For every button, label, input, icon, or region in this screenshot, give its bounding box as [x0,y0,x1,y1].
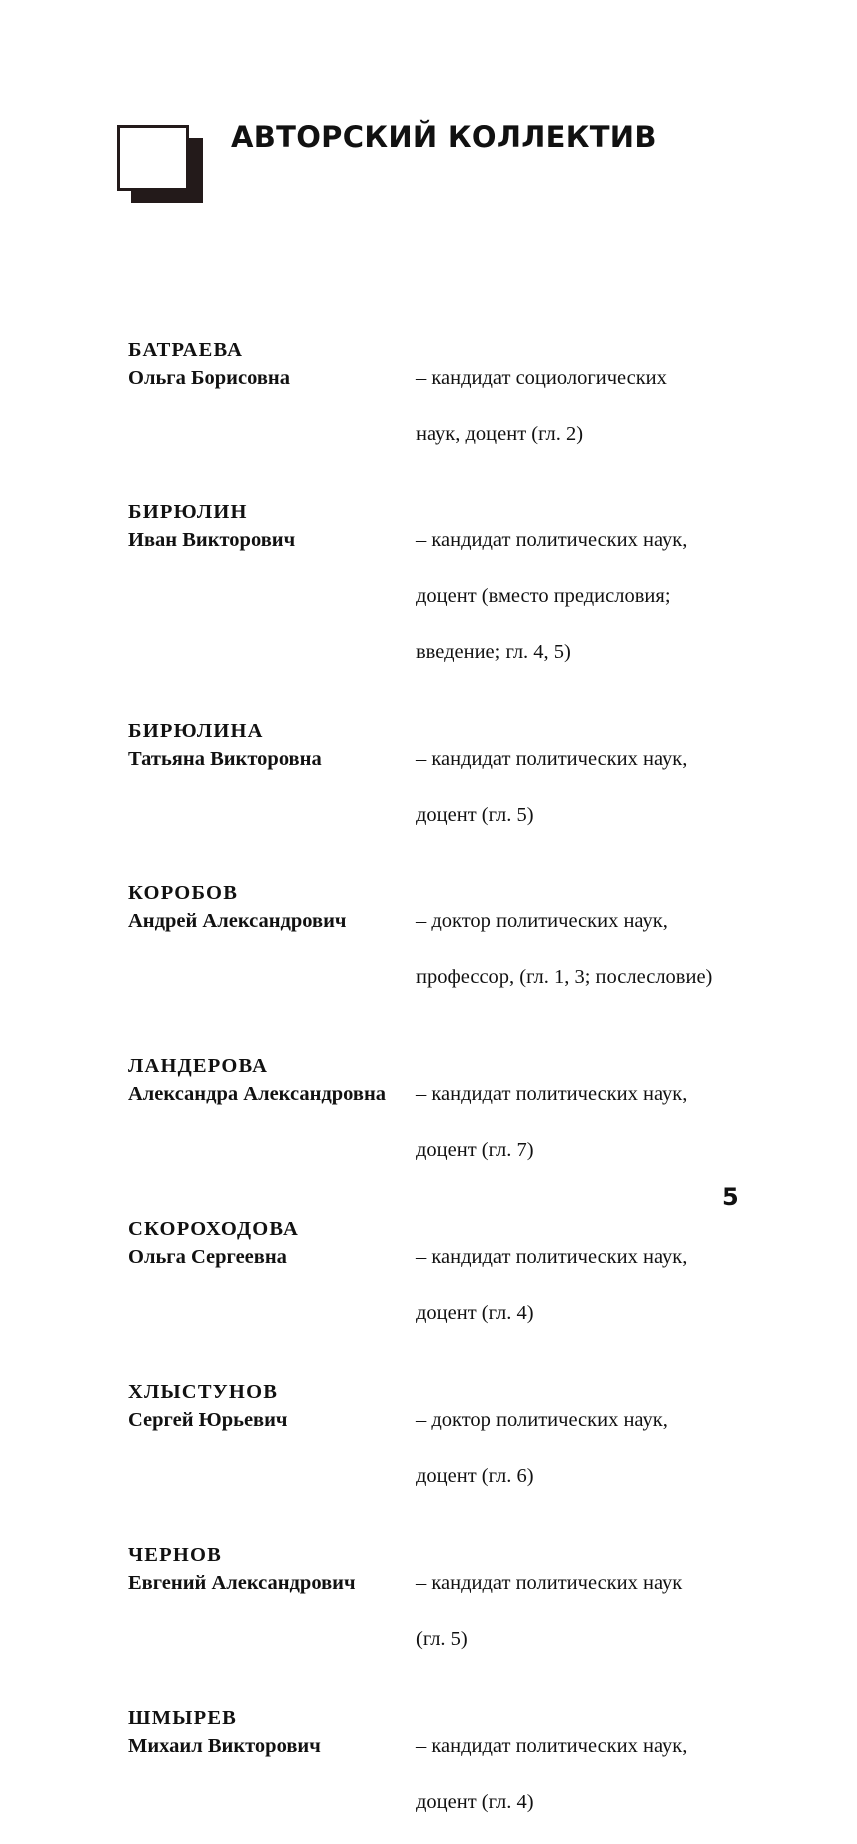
author-role-line: – кандидат социологических [416,367,667,389]
author-role-line: введение; гл. 4, 5) [416,641,571,663]
author-role-line: доцент (гл. 4) [416,1302,534,1324]
author-entry [128,879,758,1019]
author-role [416,1215,758,1355]
author-role-line: – кандидат политических наук, [416,1083,688,1105]
author-surname: БИРЮЛИНА [128,720,264,742]
author-name [128,1215,416,1271]
author-surname: ХЛЫСТУНОВ [128,1381,279,1403]
author-entry [128,717,758,857]
author-entry [128,1541,758,1681]
author-name [128,717,416,773]
author-given-name: Ольга Сергеевна [128,1246,287,1268]
author-surname: ШМЫРЕВ [128,1707,238,1729]
author-surname: БАТРАЕВА [128,339,244,361]
author-given-name: Андрей Александрович [128,910,347,932]
author-surname: ЧЕРНОВ [128,1544,223,1566]
author-given-name: Александра Александровна [128,1083,387,1105]
author-role-line: доцент (гл. 4) [416,1791,534,1813]
author-role-line: – кандидат политических наук, [416,1735,688,1757]
author-role-line: – кандидат политических наук, [416,529,688,551]
author-name [128,498,416,554]
author-given-name: Сергей Юрьевич [128,1409,288,1431]
author-role [416,336,758,476]
author-role [416,498,758,694]
author-role-line: доцент (гл. 7) [416,1139,534,1161]
author-given-name: Татьяна Викторовна [128,748,322,770]
author-given-name: Михаил Викторович [128,1735,321,1757]
author-entry [128,1378,758,1518]
author-role-line: – кандидат политических наук, [416,1246,688,1268]
author-given-name: Ольга Борисовна [128,367,290,389]
author-role [416,1378,758,1518]
author-role-line: доцент (вместо предисловия; [416,585,671,607]
author-role [416,1704,758,1844]
author-entry [128,498,758,694]
author-role-line: наук, доцент (гл. 2) [416,423,584,445]
author-surname: БИРЮЛИН [128,501,248,523]
author-name [128,1378,416,1434]
author-entry [128,1052,758,1192]
author-surname: СКОРОХОДОВА [128,1218,299,1240]
author-role [416,879,758,1019]
author-entry [128,1704,758,1844]
page-number: 5 [722,1183,739,1211]
author-name [128,879,416,935]
author-role [416,717,758,857]
author-role-line: – доктор политических наук, [416,1409,668,1431]
author-role-line: (гл. 5) [416,1628,468,1650]
author-entry [128,336,758,476]
author-role-line: профессор, (гл. 1, 3; послесловие) [416,966,713,988]
author-role [416,1541,758,1681]
author-name [128,1052,416,1108]
author-role-line: доцент (гл. 6) [416,1465,534,1487]
author-name [128,336,416,392]
author-role-line: доцент (гл. 5) [416,804,534,826]
author-role-line: – кандидат политических наук [416,1572,683,1594]
author-role [416,1052,758,1192]
author-given-name: Евгений Александрович [128,1572,356,1594]
author-list [128,336,758,1844]
author-surname: КОРОБОВ [128,882,239,904]
author-surname: ЛАНДЕРОВА [128,1055,269,1077]
author-role-line: – доктор политических наук, [416,910,668,932]
page-title: АВТОРСКИЙ КОЛЛЕКТИВ [231,120,657,154]
heading-square-outline [117,125,189,191]
author-name [128,1704,416,1760]
author-entry [128,1215,758,1355]
author-given-name: Иван Викторович [128,529,296,551]
author-name [128,1541,416,1597]
heading-square-icon [117,125,203,203]
author-role-line: – кандидат политических наук, [416,748,688,770]
